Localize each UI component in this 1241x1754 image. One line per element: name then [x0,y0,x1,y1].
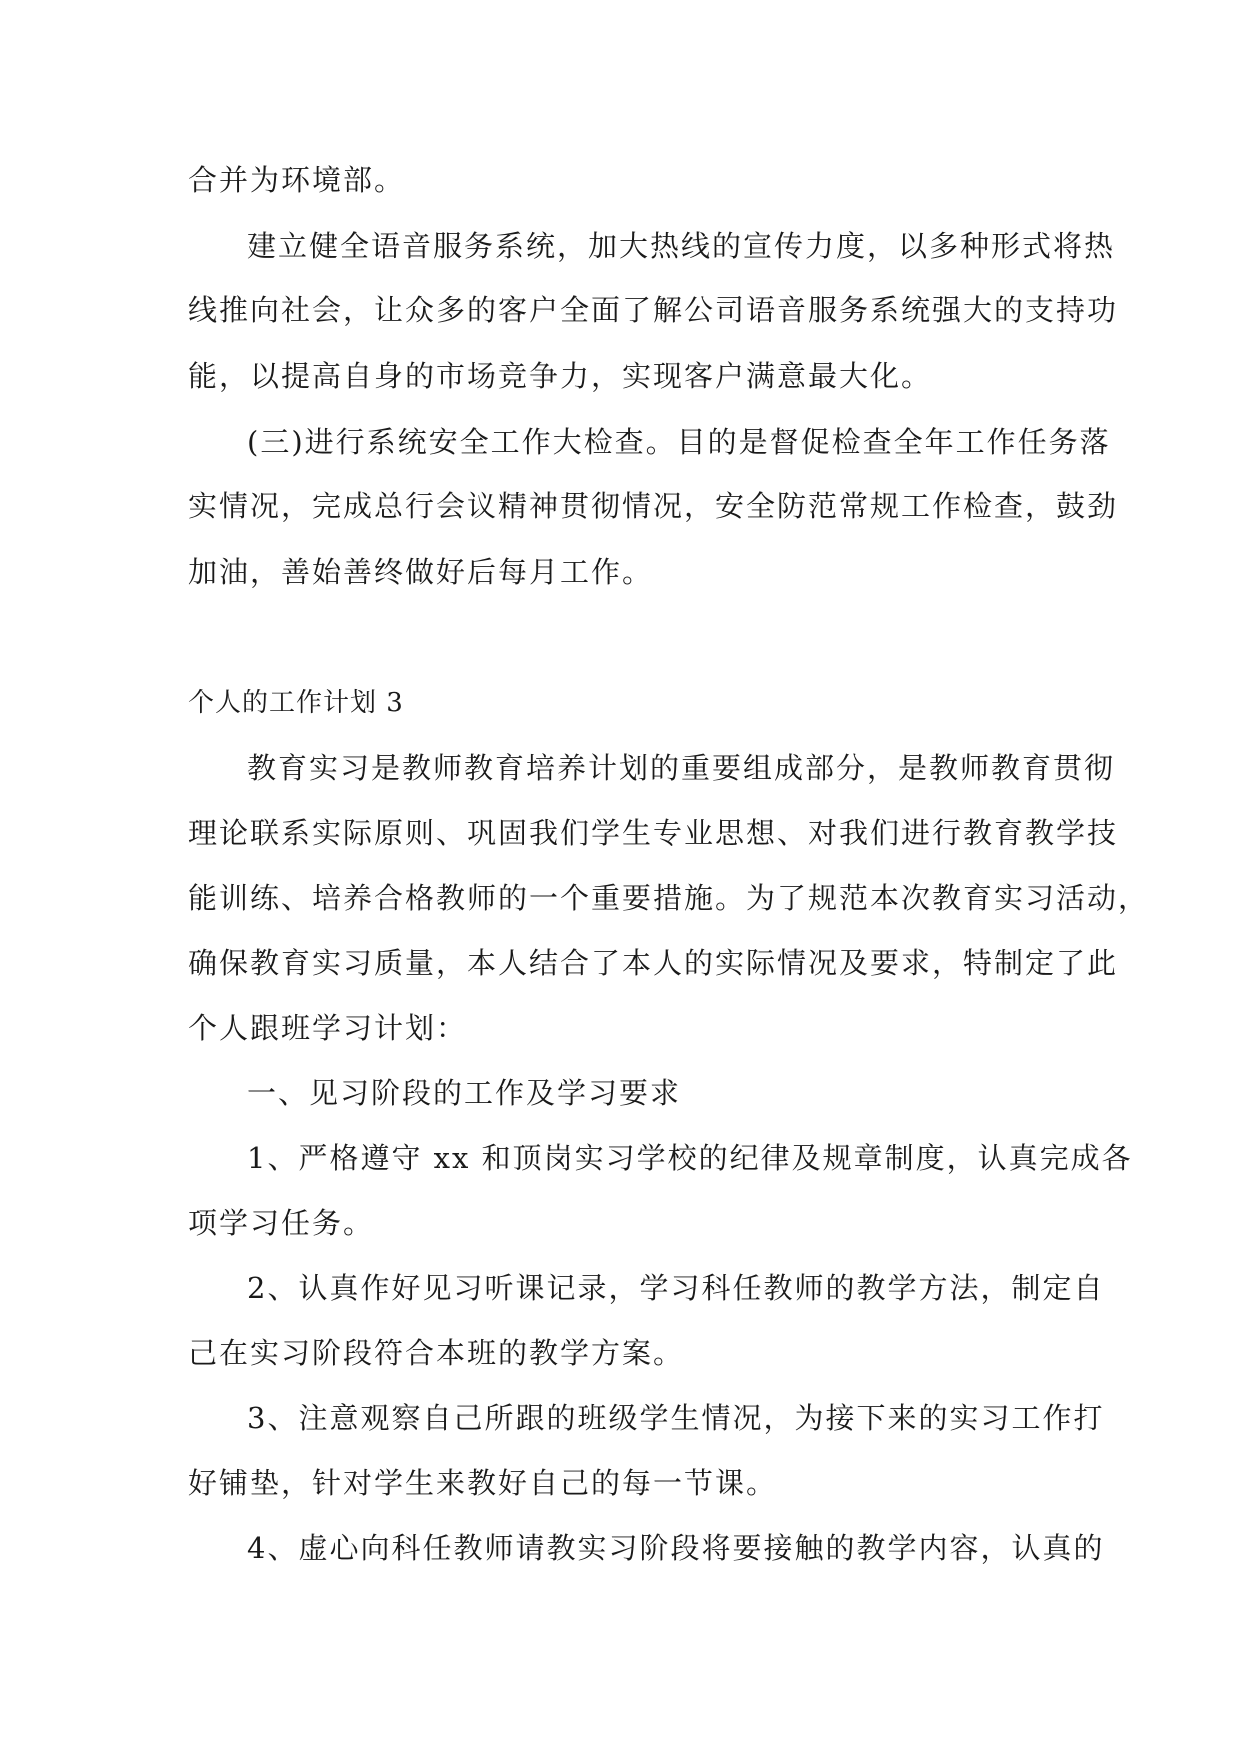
paragraph-line: 教育实习是教师教育培养计划的重要组成部分，是教师教育贯彻 [247,751,1116,785]
paragraph-line: 1、严格遵守 xx 和顶岗实习学校的纪律及规章制度，认真完成各 [247,1141,1133,1175]
paragraph-line: 理论联系实际原则、巩固我们学生专业思想、对我们进行教育教学技 [188,816,1119,850]
paragraph-line: 3、注意观察自己所跟的班级学生情况，为接下来的实习工作打 [247,1401,1105,1435]
paragraph-line: 建立健全语音服务系统，加大热线的宣传力度，以多种形式将热 [247,229,1116,263]
paragraph-line: 己在实习阶段符合本班的教学方案。 [188,1336,685,1370]
paragraph-line: 个人跟班学习计划： [188,1011,468,1045]
paragraph-line: 一、见习阶段的工作及学习要求 [247,1076,682,1110]
paragraph-line: 项学习任务。 [188,1206,375,1240]
paragraph-line: 4、虚心向科任教师请教实习阶段将要接触的教学内容，认真的 [247,1531,1105,1565]
paragraph-line: 能训练、培养合格教师的一个重要措施。为了规范本次教育实习活动， [188,881,1150,915]
paragraph-line: 2、认真作好见习听课记录，学习科任教师的教学方法，制定自 [247,1271,1105,1305]
paragraph-line: (三)进行系统安全工作大检查。目的是督促检查全年工作任务落 [247,425,1111,459]
paragraph-line: 确保教育实习质量，本人结合了本人的实际情况及要求，特制定了此 [188,946,1119,980]
paragraph-line: 合并为环境部。 [188,163,406,197]
paragraph-line: 实情况，完成总行会议精神贯彻情况，安全防范常规工作检查，鼓劲 [188,489,1119,523]
paragraph-line: 能，以提高自身的市场竞争力，实现客户满意最大化。 [188,359,933,393]
paragraph-line: 线推向社会，让众多的客户全面了解公司语音服务系统强大的支持功 [188,293,1119,327]
section-heading: 个人的工作计划 3 [188,688,404,718]
paragraph-line: 好铺垫，针对学生来教好自己的每一节课。 [188,1466,778,1500]
paragraph-line: 加油，善始善终做好后每月工作。 [188,555,654,589]
